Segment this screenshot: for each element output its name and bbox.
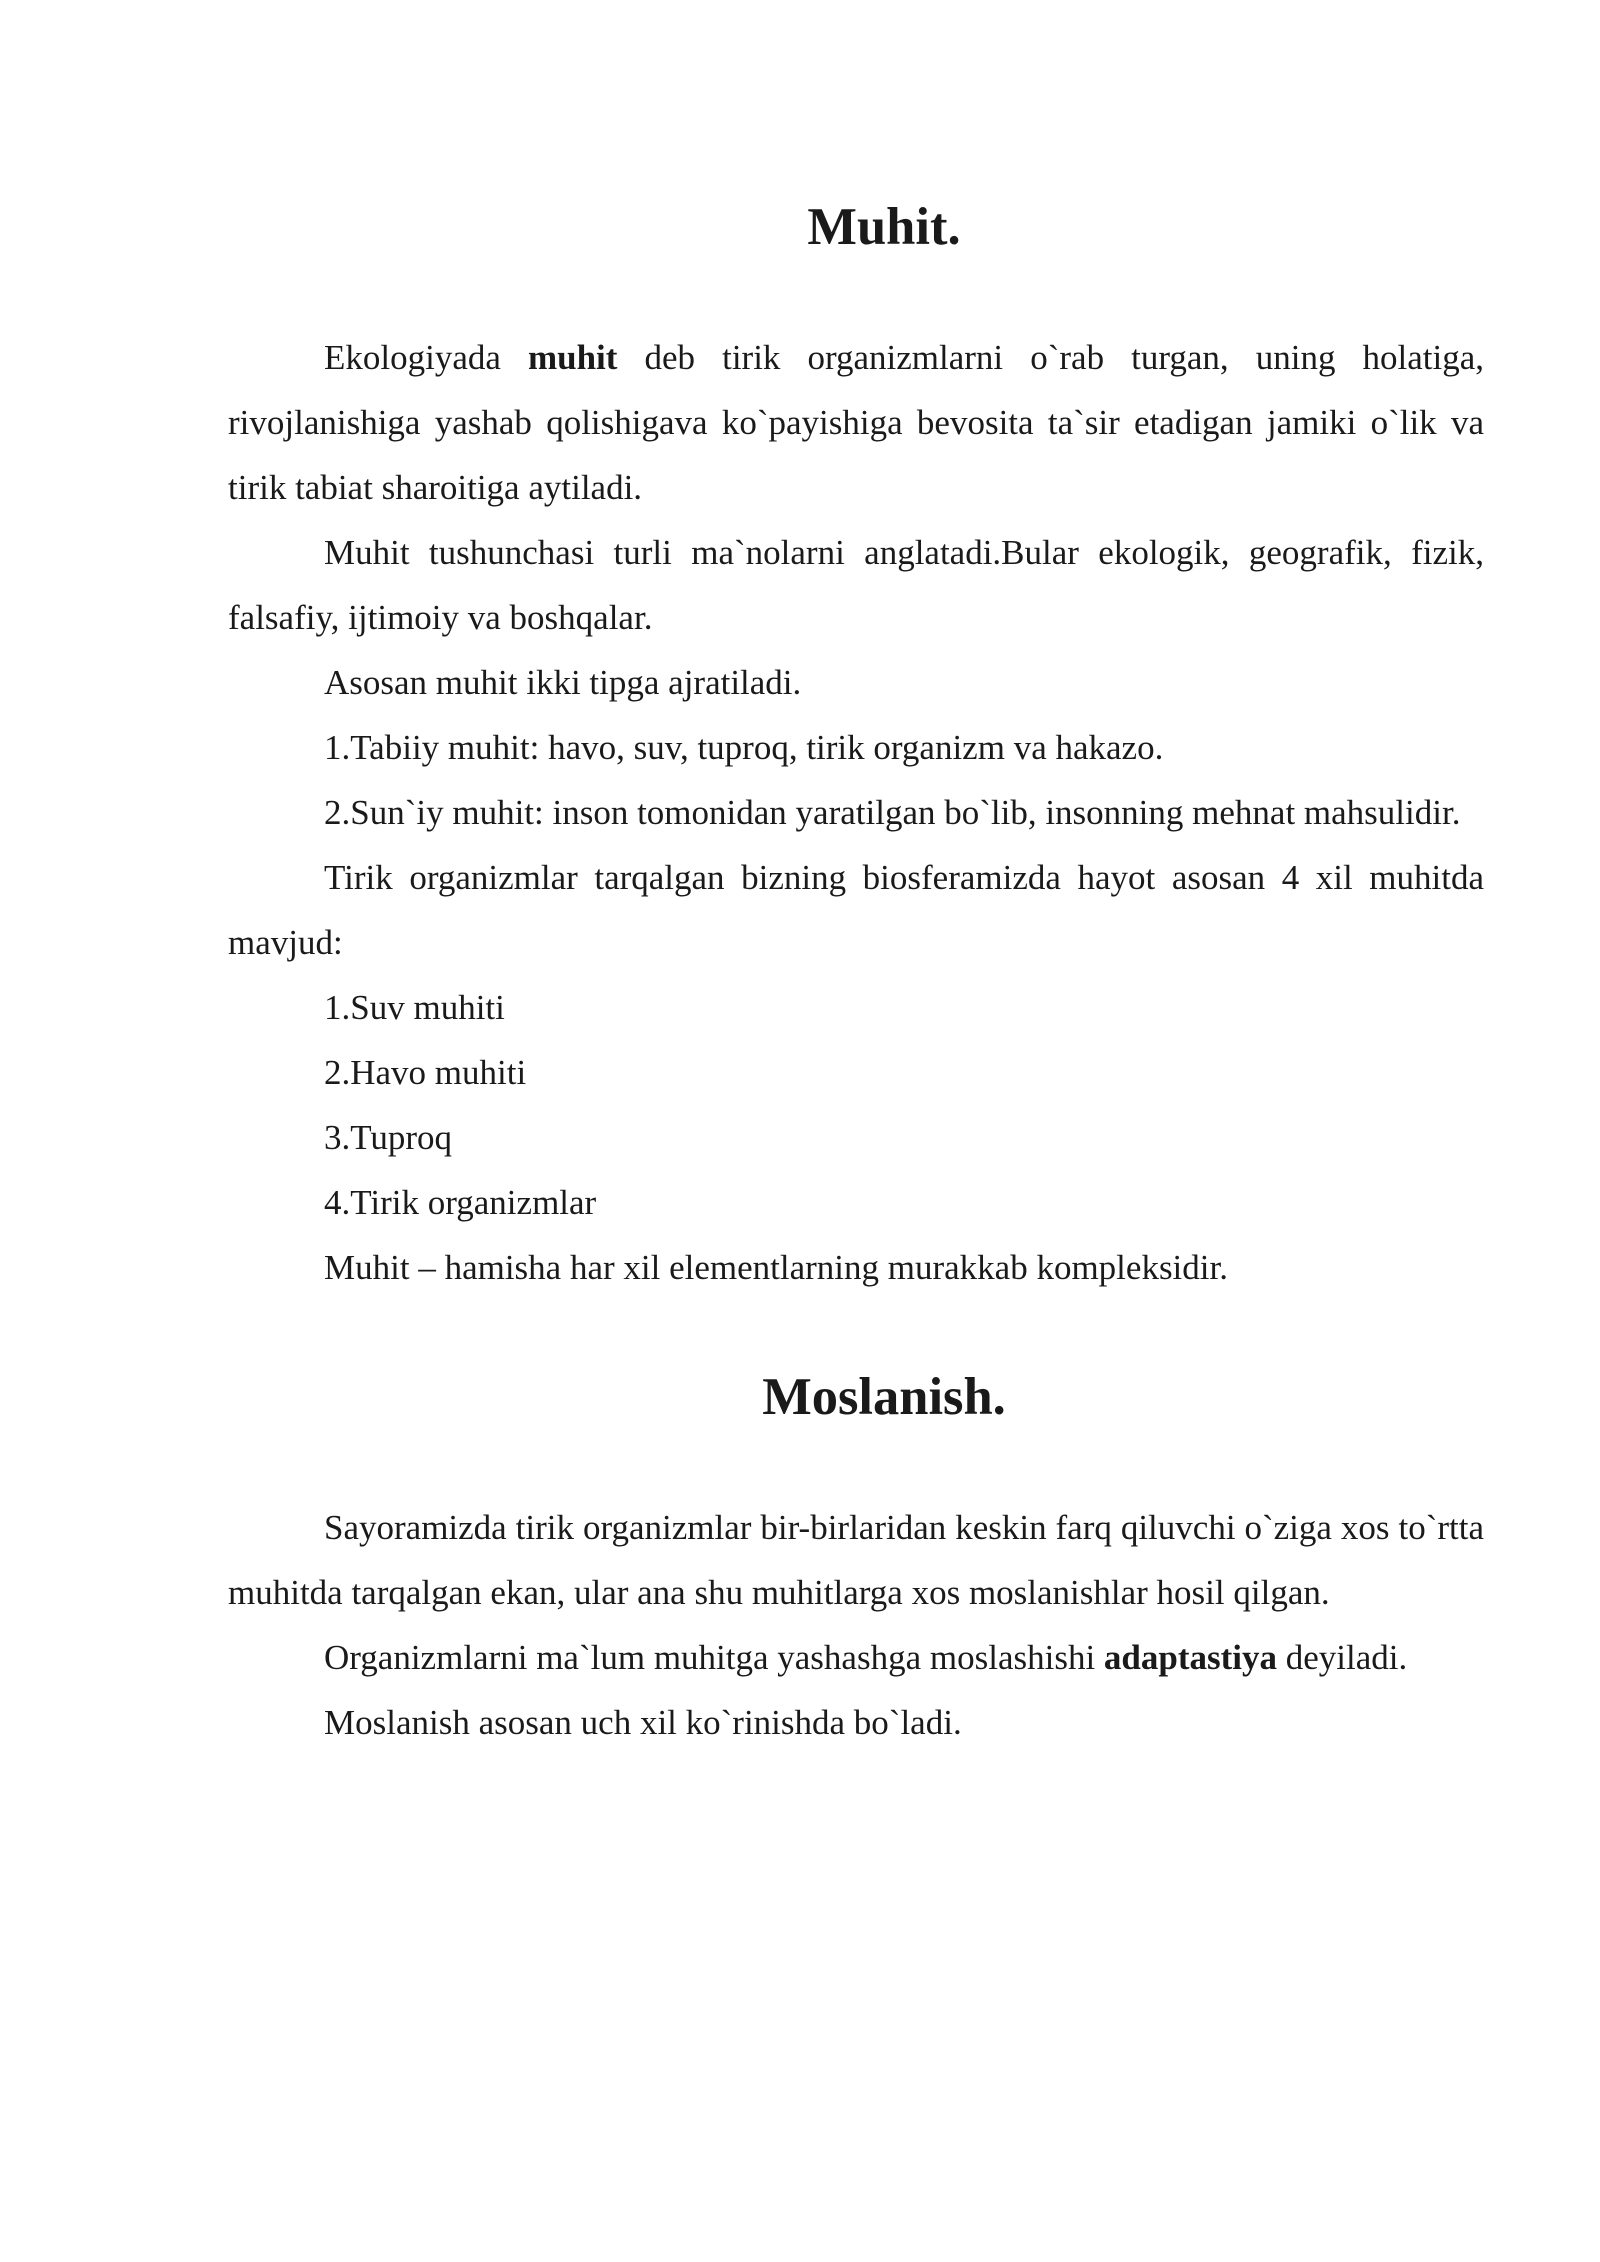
text-run: deb tirik organizmlarni o`rab turgan, uning holatiga, rivojlanishiga yashab qolishigava ko`payishiga bevosita ta`sir etadigan jamiki o`lik va tirik tabiat sharoitiga aytiladi. bbox=[228, 338, 1484, 507]
paragraph-natural-environment: 1.Tabiiy muhit: havo, suv, tuproq, tirik organizm va hakazo. bbox=[324, 728, 1164, 767]
text-run: Organizmlarni ma`lum muhitga yashashga moslashishi bbox=[324, 1638, 1104, 1677]
document-body bbox=[228, 195, 1484, 1755]
bold-term-adaptastiya: adaptastiya bbox=[1103, 1638, 1278, 1677]
bold-term-muhit: muhit bbox=[527, 338, 618, 377]
paragraph-adaptation-definition bbox=[228, 1625, 1484, 1690]
paragraph-four-environments: Tirik organizmlar tarqalgan bizning biosferamizda hayot asosan 4 xil muhitda mavjud: bbox=[228, 858, 1484, 962]
spacer bbox=[228, 1430, 1484, 1495]
spacer bbox=[228, 260, 1484, 325]
paragraph-muhit-meanings: Muhit tushunchasi turli ma`nolarni anglatadi.Bular ekologik, geografik, fizik, falsafiy, ijtimoiy va boshqalar. bbox=[228, 533, 1484, 637]
text-run: Ekologiyada bbox=[324, 338, 528, 377]
paragraph-moslanish-intro: Sayoramizda tirik organizmlar bir-birlaridan keskin farq qiluvchi o`ziga xos to`rtta muhitda tarqalgan ekan, ular ana shu muhitlarga xos moslanishlar hosil qilgan. bbox=[228, 1508, 1484, 1612]
list-item-environment: 4.Tirik organizmlar bbox=[324, 1183, 597, 1222]
paragraph-artificial-environment: 2.Sun`iy muhit: inson tomonidan yaratilgan bo`lib, insonning mehnat mahsulidir. bbox=[324, 793, 1461, 832]
section-title-moslanish: Moslanish. bbox=[762, 1368, 1006, 1426]
text-run: deyiladi. bbox=[1277, 1638, 1408, 1677]
paragraph-muhit-complex: Muhit – hamisha har xil elementlarning murakkab kompleksidir. bbox=[324, 1248, 1228, 1287]
paragraph-muhit-types-intro: Asosan muhit ikki tipga ajratiladi. bbox=[324, 663, 802, 702]
spacer bbox=[228, 1300, 1484, 1365]
list-item-environment: 2.Havo muhiti bbox=[324, 1053, 527, 1092]
paragraph-muhit-definition bbox=[228, 325, 1484, 520]
list-item-environment: 1.Suv muhiti bbox=[324, 988, 505, 1027]
list-item-environment: 3.Tuproq bbox=[324, 1118, 453, 1157]
section-title-muhit: Muhit. bbox=[807, 198, 961, 256]
paragraph-moslanish-types: Moslanish asosan uch xil ko`rinishda bo`ladi. bbox=[324, 1703, 962, 1742]
